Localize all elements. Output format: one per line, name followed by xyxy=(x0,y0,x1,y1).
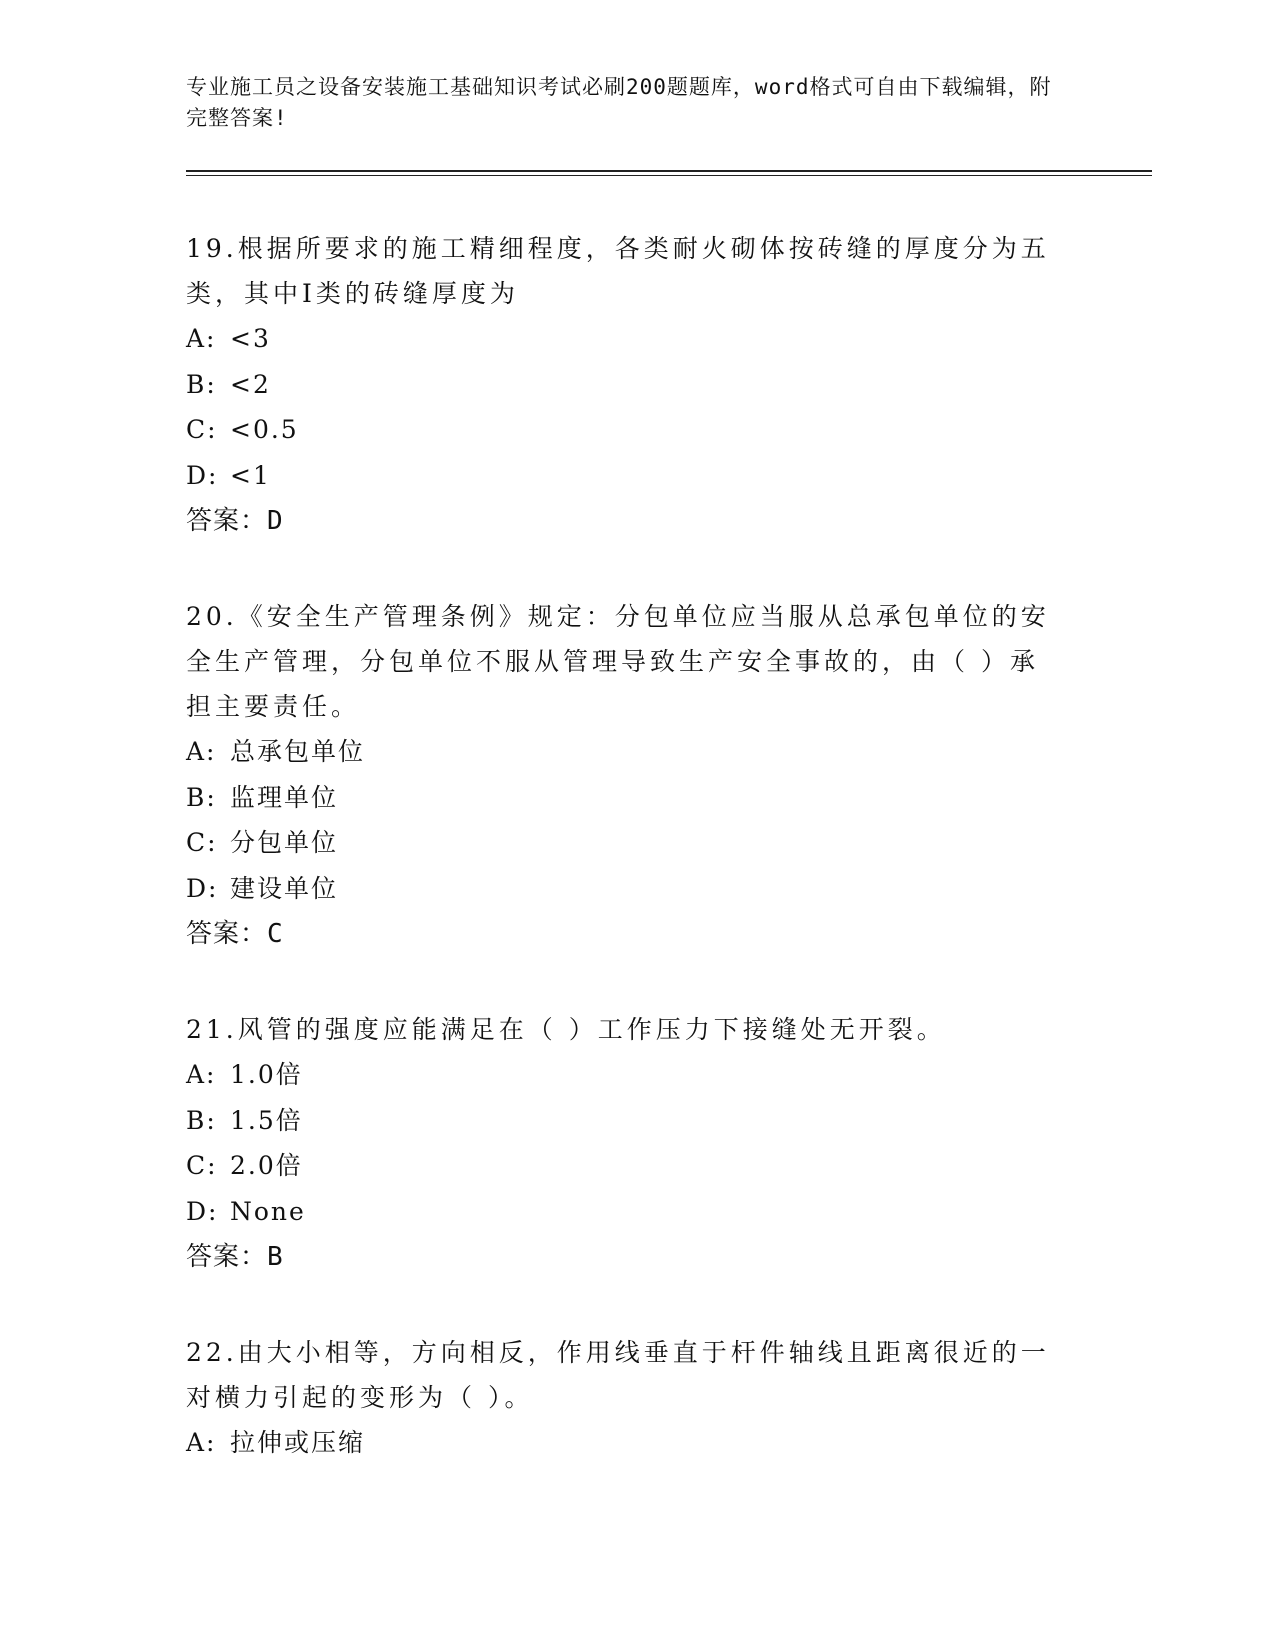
question-21 xyxy=(186,1007,1146,1280)
option-text: 监理单位 xyxy=(230,782,339,812)
option-text: 1.5倍 xyxy=(230,1105,303,1135)
option-b xyxy=(186,1098,1146,1144)
option-key: A: xyxy=(186,1060,217,1089)
question-stem: 20.《安全生产管理条例》规定：分包单位应当服从总承包单位的安全生产管理，分包单位不服从管理导致生产安全事故的，由（ ）承担主要责任。 xyxy=(186,602,1050,721)
option-b xyxy=(186,775,1146,821)
option-key: C: xyxy=(186,415,218,444)
option-key: D: xyxy=(186,1196,219,1226)
option-c xyxy=(186,820,1146,866)
option-c xyxy=(186,1143,1146,1189)
option-a xyxy=(186,1420,1146,1466)
question-20 xyxy=(186,594,1146,957)
option-text: <0.5 xyxy=(230,415,299,444)
option-key: B: xyxy=(186,782,217,812)
option-a xyxy=(186,729,1146,775)
option-c xyxy=(186,407,1146,453)
option-key: D: xyxy=(186,873,219,903)
option-text: 分包单位 xyxy=(230,828,339,857)
option-text: None xyxy=(230,1196,306,1226)
option-key: A: xyxy=(186,1428,217,1457)
option-key: D: xyxy=(186,460,219,490)
question-22 xyxy=(186,1330,1146,1466)
option-key: B: xyxy=(186,369,217,399)
option-a xyxy=(186,316,1146,362)
option-text: 拉伸或压缩 xyxy=(230,1428,366,1457)
answer-line: 答案：D xyxy=(186,506,284,536)
option-key: C: xyxy=(186,828,218,857)
option-text: <2 xyxy=(230,369,271,399)
option-b xyxy=(186,362,1146,408)
document-header: 专业施工员之设备安装施工基础知识考试必刷200题题库，word格式可自由下载编辑，附完整答案! xyxy=(186,75,1052,130)
option-a xyxy=(186,1052,1146,1098)
option-text: <1 xyxy=(230,460,271,490)
question-19 xyxy=(186,226,1146,544)
question-stem: 22.由大小相等，方向相反，作用线垂直于杆件轴线且距离很近的一对横力引起的变形为（ ）。 xyxy=(186,1338,1050,1412)
option-key: C: xyxy=(186,1151,218,1180)
option-key: A: xyxy=(186,324,217,353)
option-d xyxy=(186,866,1146,912)
answer-line: 答案：C xyxy=(186,919,284,949)
option-key: B: xyxy=(186,1105,217,1135)
header-divider xyxy=(186,170,1152,176)
option-key: A: xyxy=(186,737,217,766)
answer-line: 答案：B xyxy=(186,1242,284,1272)
option-text: 建设单位 xyxy=(230,873,339,903)
option-text: 总承包单位 xyxy=(230,737,366,766)
question-stem: 19.根据所要求的施工精细程度，各类耐火砌体按砖缝的厚度分为五类，其中Ⅰ类的砖缝厚度为 xyxy=(186,234,1050,308)
option-d xyxy=(186,453,1146,499)
document-page xyxy=(186,72,1146,1466)
question-stem: 21.风管的强度应能满足在（ ）工作压力下接缝处无开裂。 xyxy=(186,1015,946,1044)
option-text: 1.0倍 xyxy=(230,1060,303,1089)
option-text: <3 xyxy=(230,324,271,353)
option-d xyxy=(186,1189,1146,1235)
option-text: 2.0倍 xyxy=(230,1151,303,1180)
